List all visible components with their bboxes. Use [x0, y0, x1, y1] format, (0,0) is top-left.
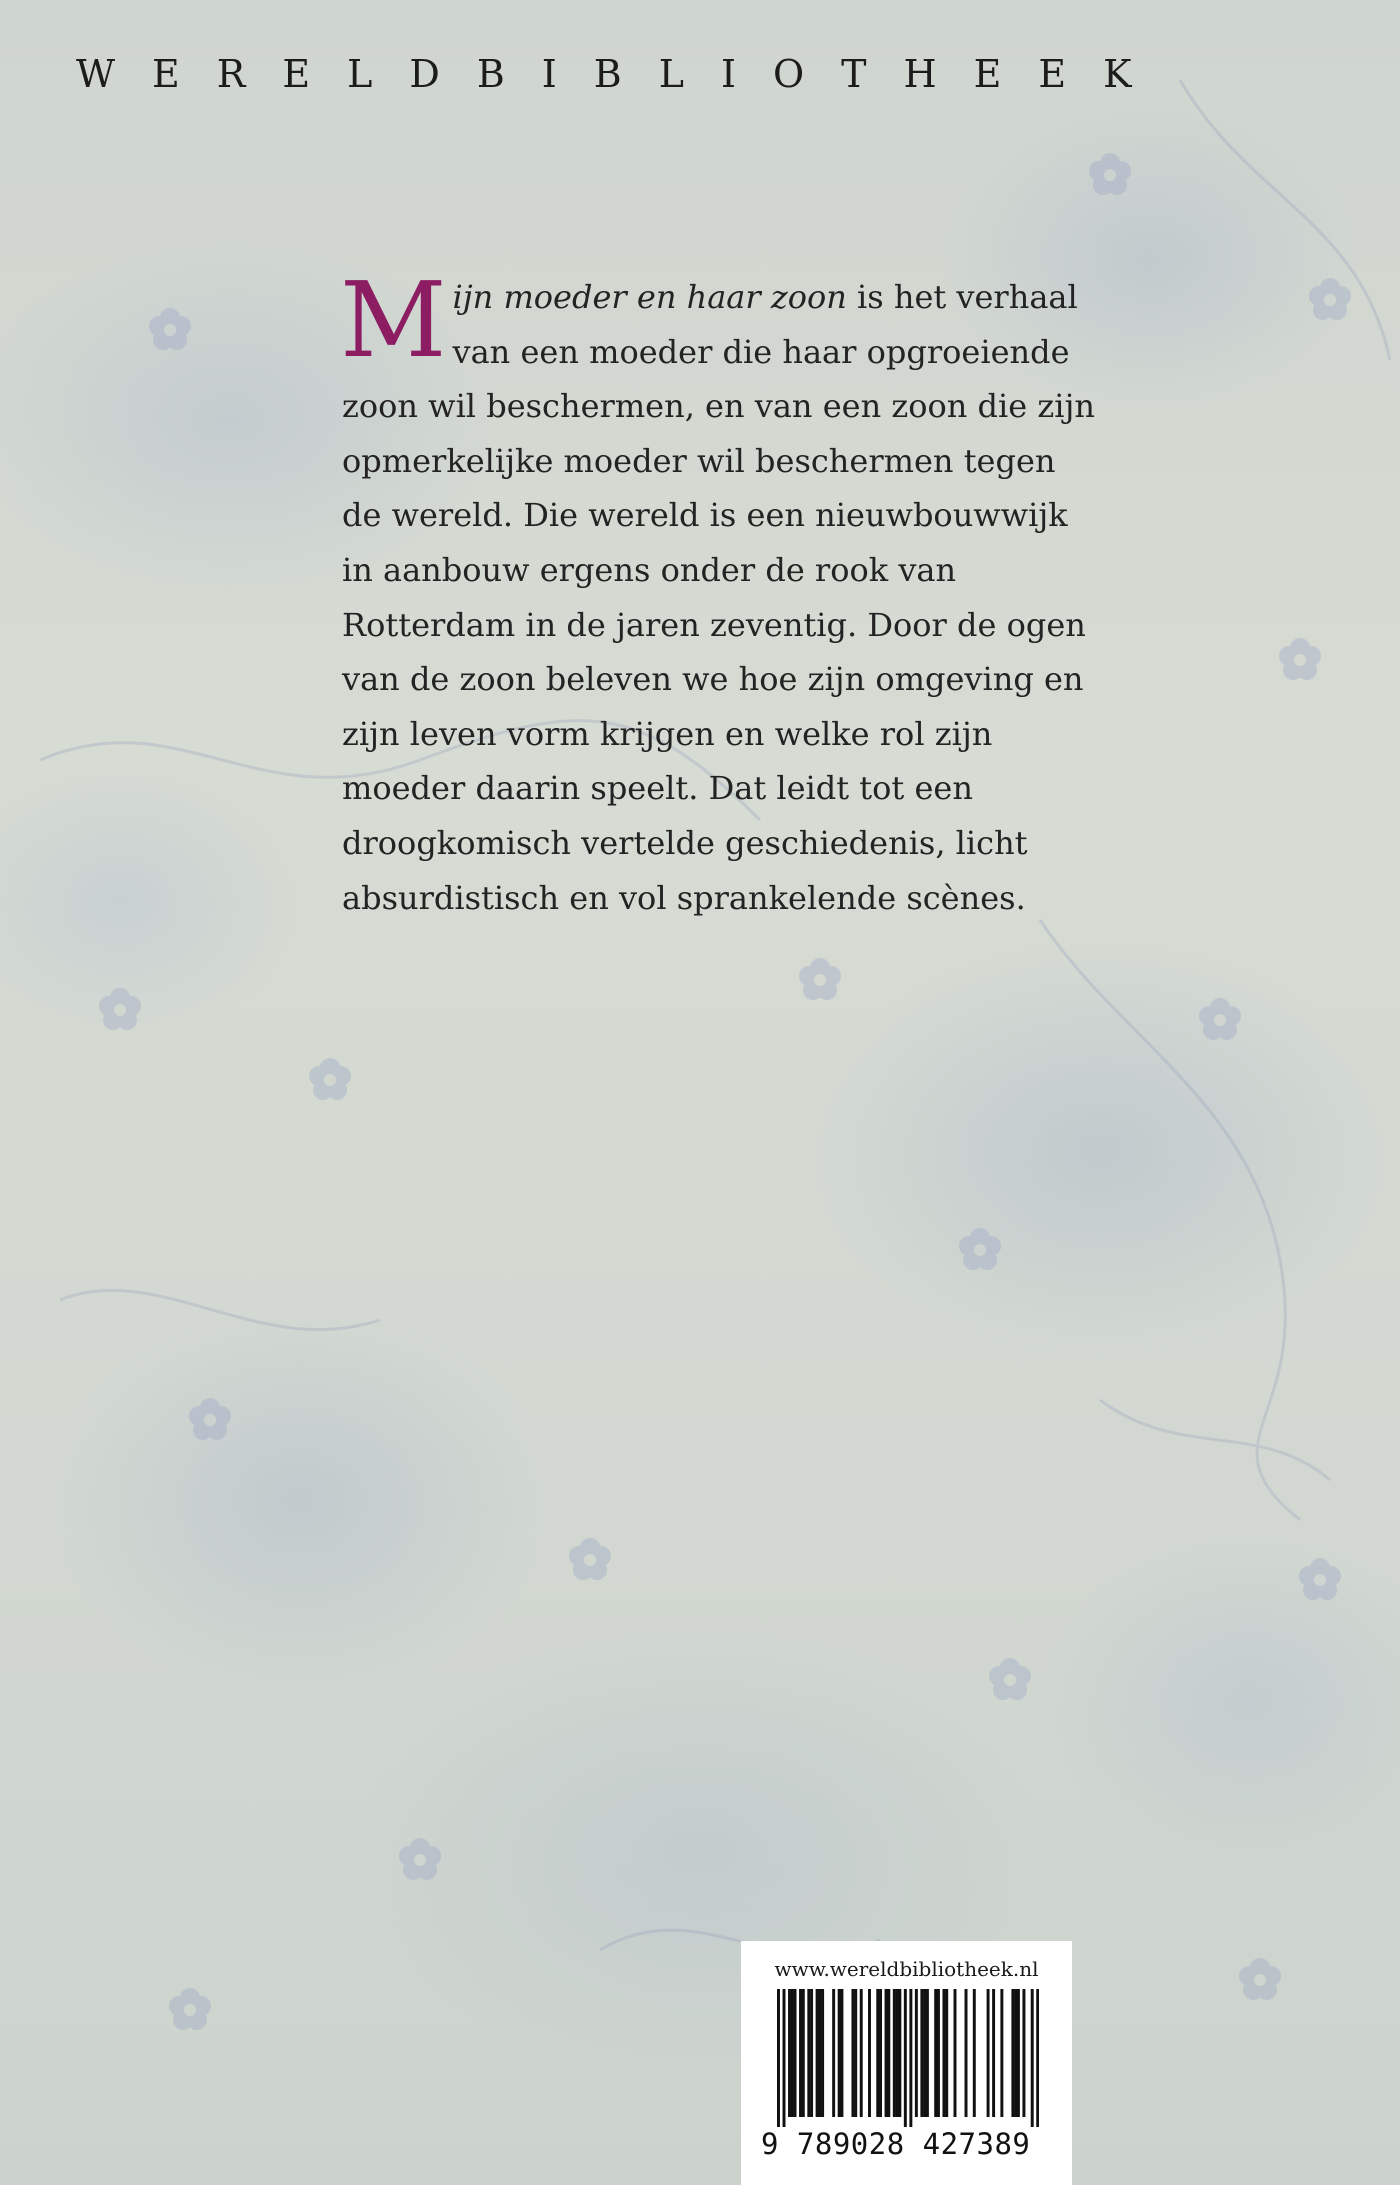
barcode-bar: [818, 1989, 821, 2117]
barcode-bar: [821, 1989, 824, 2117]
barcode-bar: [802, 1989, 805, 2117]
barcode-bar: [1000, 1989, 1003, 2117]
barcode-bar: [788, 1989, 791, 2117]
barcode-bar: [965, 1989, 968, 2117]
barcode-bars: [777, 1989, 1039, 2127]
barcode-bar: [887, 1989, 890, 2117]
barcode-bar: [810, 1989, 813, 2117]
barcode-bar: [1017, 1989, 1020, 2117]
barcode-bar: [896, 1989, 899, 2117]
barcode-bar: [838, 1989, 841, 2117]
barcode-bar: [1031, 1989, 1034, 2127]
barcode-bar: [920, 1989, 923, 2117]
blurb-body: is het verhaal van een moeder die haar opgroeiende zoon wil beschermen, en van een zoon die zijn opmerkelijke moeder wil beschermen tegen de wereld. Die wereld is een nieuwbouwwijk in aanbouw ergens onder de rook van Rotterdam in de jaren zeventig. Door de ogen van de zoon beleven we hoe zijn omgeving en zijn leven vorm krijgen en welke rol zijn moeder daarin speelt. Dat leidt tot een droogkomisch vertelde geschiedenis, licht absurdistisch en vol sprankelende scènes.: [342, 278, 1095, 917]
barcode-bar: [1022, 1989, 1025, 2117]
barcode-bar: [794, 1989, 797, 2117]
barcode-bar: [909, 1989, 912, 2127]
barcode-bar: [791, 1989, 794, 2117]
barcode-bar: [832, 1989, 835, 2117]
drop-cap-letter: M: [340, 259, 447, 381]
barcode-bar: [898, 1989, 901, 2117]
barcode-bar: [816, 1989, 819, 2117]
isbn-digits: 9 789028 427389: [761, 2127, 1031, 2161]
barcode-bar: [777, 1989, 780, 2127]
barcode-bar: [942, 1989, 945, 2117]
barcode-bar: [987, 1989, 990, 2117]
barcode-bar: [973, 1989, 976, 2117]
barcode-bar: [937, 1989, 940, 2117]
barcode-panel: [741, 1941, 1072, 2185]
barcode-bar: [860, 1989, 863, 2117]
barcode-bar: [876, 1989, 879, 2117]
barcode-bar: [954, 1989, 957, 2117]
barcode-bar: [1011, 1989, 1014, 2117]
barcode-bar: [1014, 1989, 1017, 2117]
barcode-bar: [799, 1989, 802, 2117]
barcode-bar: [926, 1989, 929, 2117]
barcode-bar: [923, 1989, 926, 2117]
barcode-bar: [885, 1989, 888, 2117]
barcode-bar: [904, 1989, 907, 2127]
blurb-text: [340, 259, 1102, 925]
barcode-bar: [934, 1989, 937, 2117]
barcode-bar: [915, 1989, 918, 2117]
barcode-bar: [783, 1989, 786, 2127]
barcode-bar: [1036, 1989, 1039, 2127]
publisher-url: www.wereldbibliotheek.nl: [774, 1957, 1039, 1981]
barcode-bar: [879, 1989, 882, 2117]
barcode-bar: [893, 1989, 896, 2117]
barcode-bar: [854, 1989, 857, 2117]
barcode-bar: [992, 1989, 995, 2117]
barcode-bar: [945, 1989, 948, 2117]
barcode-bar: [851, 1989, 854, 2117]
series-title: WERELDBIBLIOTHEEK: [76, 52, 1169, 96]
barcode-bar: [840, 1989, 843, 2117]
book-title-italic: ijn moeder en haar zoon: [452, 278, 847, 316]
barcode-bar: [868, 1989, 871, 2117]
barcode-bar: [807, 1989, 810, 2117]
